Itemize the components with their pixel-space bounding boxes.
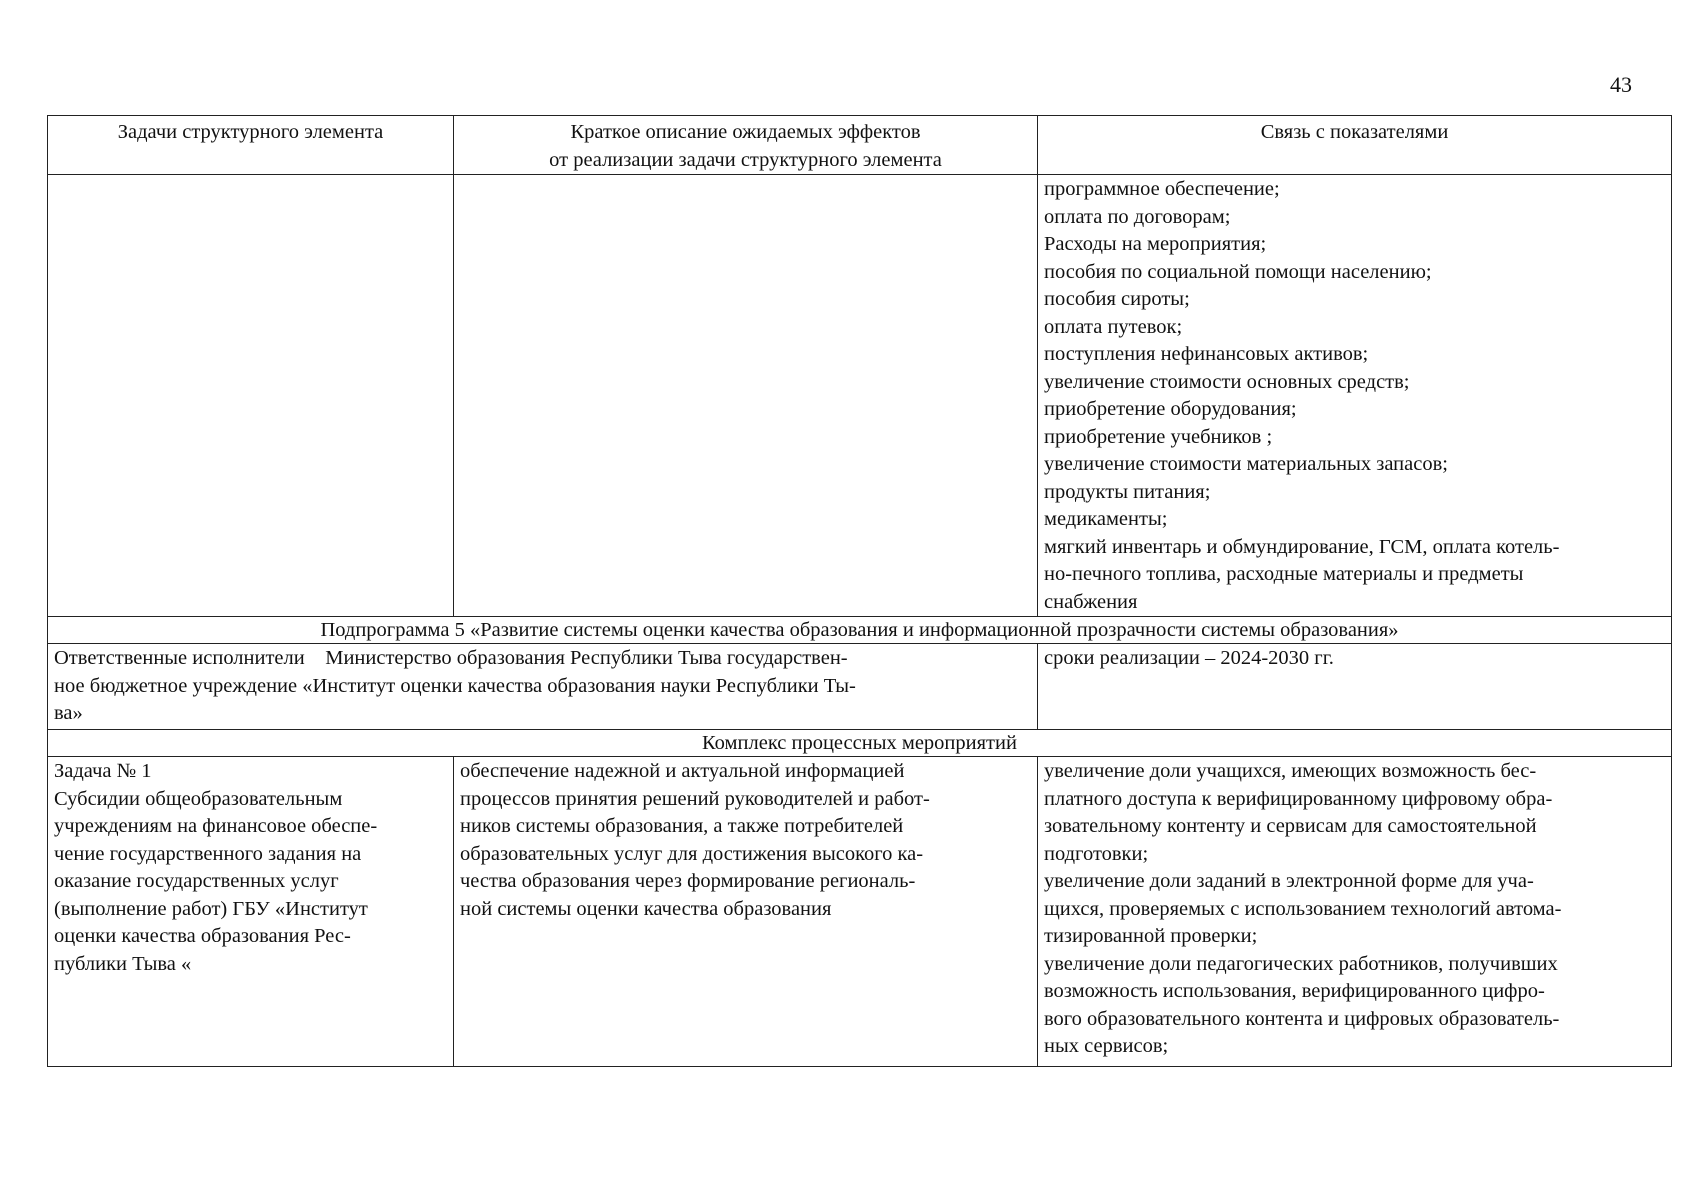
- indicator-line: оплата путевок;: [1044, 315, 1183, 338]
- indicator-line: увеличение доли заданий в электронной форме для уча-: [1044, 870, 1534, 892]
- effect-line: ников системы образования, а также потребителей: [460, 815, 904, 837]
- indicator-line: вого образовательного контента и цифровых образователь-: [1044, 1007, 1560, 1030]
- indicator-line: увеличение стоимости материальных запасов;: [1044, 453, 1448, 475]
- effect-line: ной системы оценки качества образования: [460, 897, 832, 920]
- effect-line: образовательных услуг для достижения высокого ка-: [460, 842, 924, 865]
- task-line: Задача № 1: [54, 760, 152, 782]
- structural-element-table: [47, 115, 1672, 1067]
- row1-indicators-cell: [1038, 175, 1672, 617]
- indicator-line: медикаменты;: [1044, 508, 1168, 530]
- task-line: оценки качества образования Рес-: [54, 925, 351, 947]
- indicator-line: зовательному контенту и сервисам для самостоятельной: [1044, 815, 1537, 837]
- header-effects-line1: Краткое описание ожидаемых эффектов: [570, 121, 921, 143]
- indicator-line: снабжения: [1044, 590, 1138, 613]
- indicator-line: Расходы на мероприятия;: [1044, 233, 1267, 255]
- page-number: 43: [1610, 72, 1632, 97]
- indicator-line: продукты питания;: [1044, 480, 1211, 503]
- indicator-line: приобретение оборудования;: [1044, 398, 1297, 420]
- indicator-line: увеличение доли педагогических работников, получивших: [1044, 952, 1558, 975]
- task1-effects-cell: [454, 757, 1038, 1067]
- indicator-line: но-печного топлива, расходные материалы и предметы: [1044, 563, 1524, 585]
- indicator-line: программное обеспечение;: [1044, 178, 1280, 200]
- task-line: учреждениям на финансовое обеспе-: [54, 815, 378, 837]
- indicator-line: увеличение стоимости основных средств;: [1044, 370, 1410, 393]
- task-line: чение государственного задания на: [54, 842, 362, 865]
- responsible-line: Ответственные исполнители Министерство образования Республики Тыва государствен-: [54, 647, 848, 669]
- task-line: Субсидии общеобразовательным: [54, 787, 343, 810]
- responsible-line: ва»: [54, 702, 83, 724]
- indicator-line: возможность использования, верифицированного цифро-: [1044, 980, 1545, 1002]
- responsible-cell: [48, 644, 1038, 730]
- indicator-line: мягкий инвентарь и обмундирование, ГСМ, оплата котель-: [1044, 535, 1560, 558]
- task-line: публики Тыва «: [54, 952, 192, 975]
- header-effects-line2: от реализации задачи структурного элемента: [549, 148, 942, 171]
- responsible-line: ное бюджетное учреждение «Институт оценки качества образования науки Республики Ты-: [54, 674, 856, 697]
- header-indicators: Связь с показателями: [1038, 116, 1672, 175]
- subprogram-title: Подпрограмма 5 «Развитие системы оценки качества образования и информационной прозрачности системы образования»: [48, 617, 1672, 644]
- indicator-line: пособия сироты;: [1044, 288, 1190, 310]
- indicator-line: тизированной проверки;: [1044, 925, 1258, 947]
- indicator-line: ных сервисов;: [1044, 1035, 1169, 1057]
- complex-row: [48, 730, 1672, 757]
- indicator-line: приобретение учебников ;: [1044, 425, 1273, 448]
- term-cell: сроки реализации – 2024-2030 гг.: [1038, 644, 1672, 730]
- table-row: [48, 757, 1672, 1067]
- row1-task-cell: [48, 175, 454, 617]
- task1-indicators-cell: [1038, 757, 1672, 1067]
- effect-line: чества образования через формирование региональ-: [460, 870, 916, 892]
- indicator-line: поступления нефинансовых активов;: [1044, 343, 1369, 365]
- task1-cell: [48, 757, 454, 1067]
- table-header-row: [48, 116, 1672, 175]
- effect-line: обеспечение надежной и актуальной информацией: [460, 760, 905, 782]
- indicator-line: подготовки;: [1044, 842, 1149, 865]
- subprogram-row: [48, 617, 1672, 644]
- responsible-row: [48, 644, 1672, 730]
- header-effects: [454, 116, 1038, 175]
- indicator-line: оплата по договорам;: [1044, 205, 1231, 228]
- task-line: оказание государственных услуг: [54, 870, 339, 892]
- indicator-line: платного доступа к верифицированному цифровому обра-: [1044, 787, 1553, 810]
- indicator-line: щихся, проверяемых с использованием технологий автома-: [1044, 897, 1562, 920]
- indicator-line: увеличение доли учащихся, имеющих возможность бес-: [1044, 760, 1537, 782]
- effect-line: процессов принятия решений руководителей и работ-: [460, 787, 930, 810]
- header-tasks: Задачи структурного элемента: [48, 116, 454, 175]
- table-row: [48, 175, 1672, 617]
- indicator-line: пособия по социальной помощи населению;: [1044, 260, 1432, 283]
- complex-title: Комплекс процессных мероприятий: [48, 730, 1672, 757]
- task-line: (выполнение работ) ГБУ «Институт: [54, 897, 368, 920]
- row1-effects-cell: [454, 175, 1038, 617]
